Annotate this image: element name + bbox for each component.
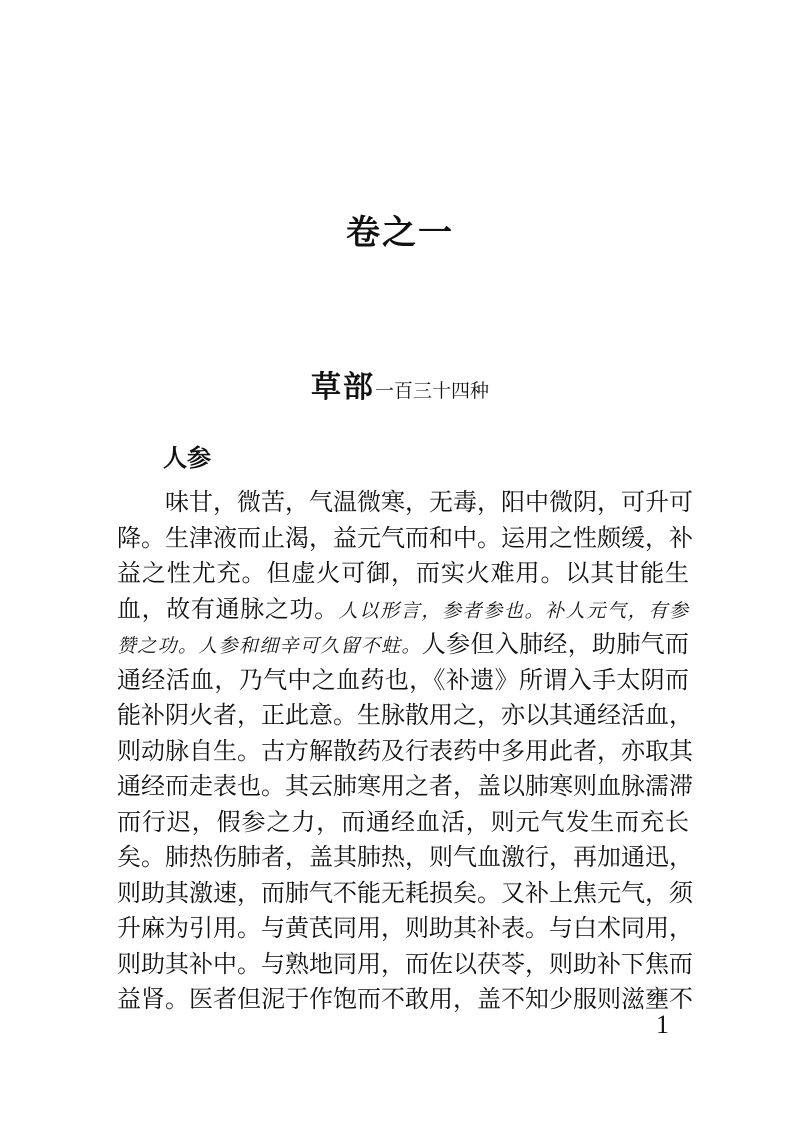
main-text: 而行迟，假参之力，而通经血活，则元气发生而充长: [117, 807, 689, 836]
entry-body-text: [117, 485, 693, 1018]
section-heading: [0, 362, 800, 406]
annotation-text: 人以形言，参者参也。补人元气，有参: [338, 599, 689, 622]
main-text: 降。生津液而止渴，益元气而和中。运用之性颇缓，补: [117, 523, 693, 552]
main-text: 味甘，微苦，气温微寒，无毒，阳中微阴，可升可: [165, 488, 693, 516]
annotation-text: 赞之功。人参和细辛可久留不蛀。: [117, 635, 422, 657]
text-line: [117, 769, 693, 805]
volume-title: 卷之一: [346, 213, 454, 253]
main-text: 益肾。医者但泥于作饱而不敢用，盖不知少服则滋壅不: [117, 985, 693, 1013]
page-number: 1: [656, 1010, 669, 1039]
section-count-note: 一百三十四种: [374, 380, 489, 402]
text-line: [117, 911, 693, 947]
main-text: 则助其补中。与熟地同用，而佐以茯苓，则助补下焦而: [117, 949, 693, 978]
main-text: 则动脉自生。古方解散药及行表药中多用此者，亦取其: [117, 736, 693, 765]
main-text: 血，故有通脉之功。: [117, 594, 339, 623]
section-title: 草部: [310, 370, 375, 405]
text-line: [117, 556, 689, 592]
entry-title: 人参: [163, 444, 211, 472]
main-text: 通经而走表也。其云肺寒用之者，盖以肺寒则血脉濡滞: [117, 772, 693, 800]
text-line: [117, 592, 689, 628]
text-line: [117, 663, 689, 699]
text-line: [117, 982, 693, 1018]
main-text: 人参但入肺经，助肺气而: [421, 630, 689, 658]
text-line: [117, 876, 693, 912]
text-line: [117, 698, 693, 734]
text-line: [117, 734, 693, 770]
main-text: 升麻为引用。与黄芪同用，则助其补表。与白术同用，: [117, 914, 693, 942]
main-text: 矣。肺热伤肺者，盖其肺热，则气血激行，再加通迅，: [117, 843, 693, 871]
text-line: [117, 805, 689, 841]
text-line: [117, 485, 693, 521]
text-line: [117, 521, 693, 557]
text-line: [117, 840, 693, 876]
text-line: [117, 627, 689, 663]
main-text: 通经活血，乃气中之血药也，《补遗》所谓入手太阴而: [117, 665, 689, 694]
text-line: [117, 947, 693, 983]
main-text: 益之性尤充。但虚火可御，而实火难用。以其甘能生: [117, 559, 689, 587]
main-text: 能补阴火者，正此意。生脉散用之，亦以其通经活血，: [117, 701, 693, 729]
main-text: 则助其激速，而肺气不能无耗损矣。又补上焦元气，须: [117, 878, 693, 907]
